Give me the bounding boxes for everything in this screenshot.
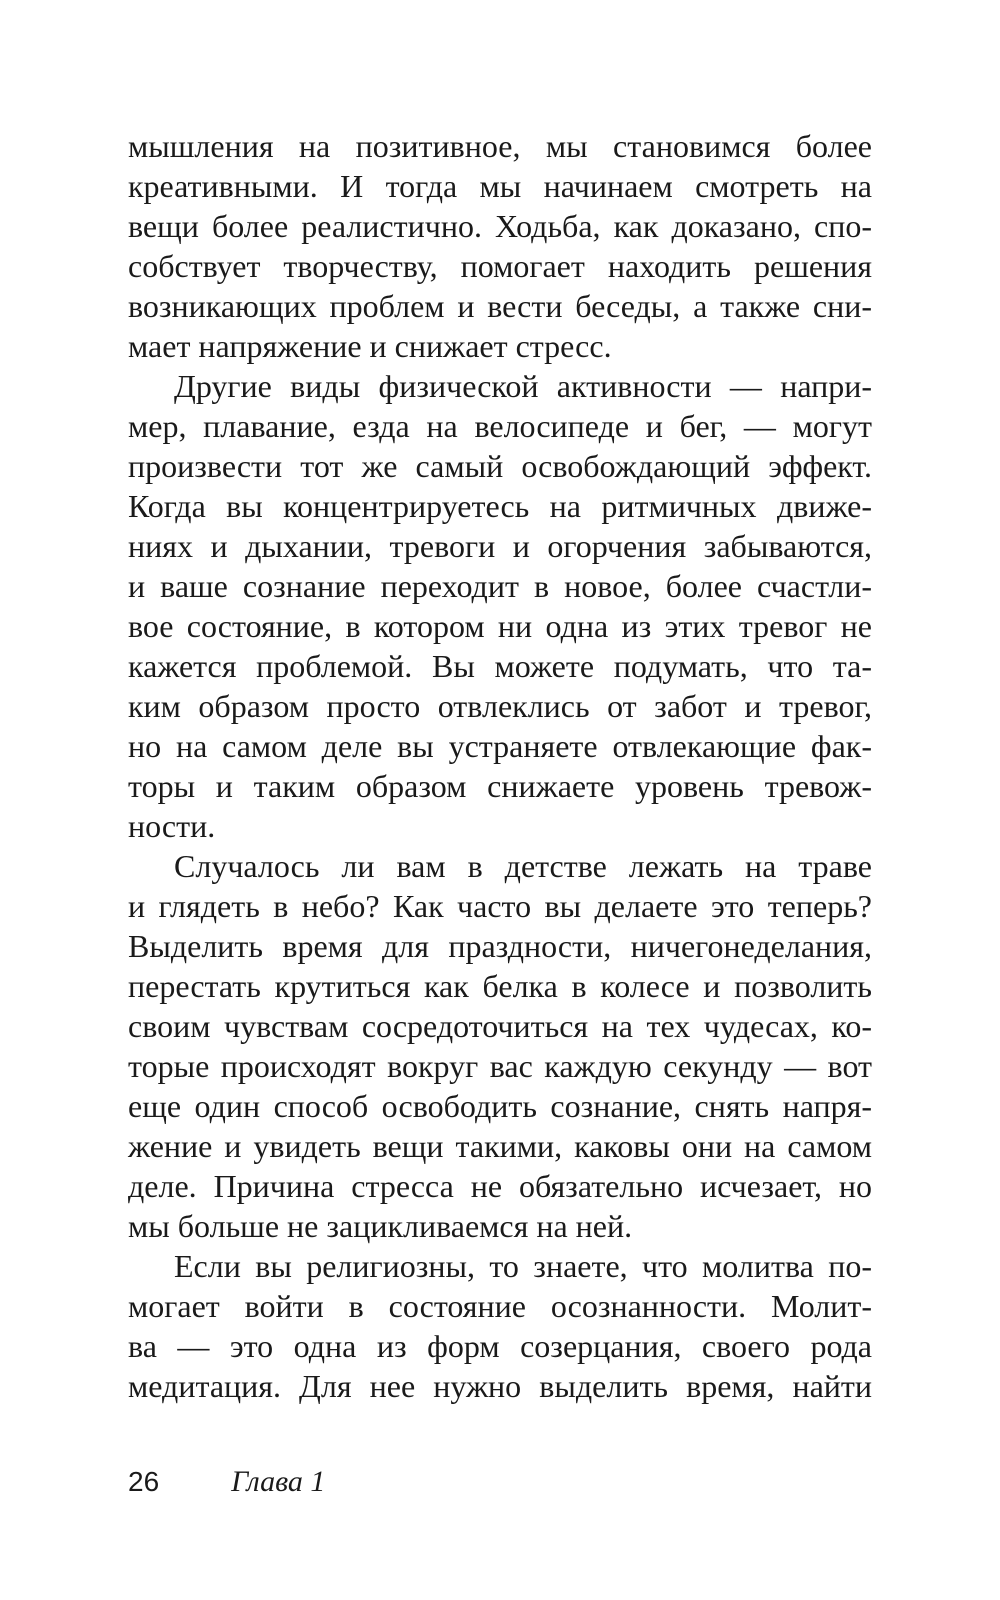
text-line: Другие виды физической активности — напри-	[174, 368, 872, 404]
text-line: торые происходят вокруг вас каждую секунду — вот	[128, 1048, 872, 1084]
text-line: еще один способ освободить сознание, снять напря-	[128, 1088, 872, 1124]
text-line: ким образом просто отвлеклись от забот и тревог,	[128, 688, 872, 724]
text-line: деле. Причина стресса не обязательно исчезает, но	[128, 1168, 872, 1204]
text-line: жение и увидеть вещи такими, каковы они на самом	[128, 1128, 872, 1164]
text-line: мер, плавание, езда на велосипеде и бег, — могут	[128, 408, 872, 444]
text-line: Когда вы концентрируетесь на ритмичных движе-	[128, 488, 872, 524]
text-line: своим чувствам сосредоточиться на тех чудесах, ко-	[128, 1008, 872, 1044]
text-line: кажется проблемой. Вы можете подумать, что та-	[128, 648, 872, 684]
text-line: перестать крутиться как белка в колесе и позволить	[128, 968, 872, 1004]
text-line: мышления на позитивное, мы становимся более	[128, 128, 872, 164]
paragraph-2	[128, 366, 872, 846]
text-line: ности.	[128, 808, 216, 844]
paragraph-3	[128, 846, 872, 1246]
text-line: возникающих проблем и вести беседы, а также сни-	[128, 288, 872, 324]
body-text	[128, 126, 872, 1406]
text-line: вое состояние, в котором ни одна из этих тревог не	[128, 608, 872, 644]
running-head: Глава 1	[231, 1465, 326, 1498]
text-line: медитация. Для нее нужно выделить время, найти	[128, 1368, 872, 1404]
text-line: Случалось ли вам в детстве лежать на траве	[174, 848, 872, 884]
text-line: мы больше не зацикливаемся на ней.	[128, 1208, 633, 1244]
page-number: 26	[128, 1466, 160, 1497]
text-line: могает войти в состояние осознанности. Молит-	[128, 1288, 872, 1324]
text-line: креативными. И тогда мы начинаем смотреть на	[128, 168, 872, 204]
text-line: торы и таким образом снижаете уровень тревож-	[128, 768, 872, 804]
text-line: и ваше сознание переходит в новое, более счастли-	[128, 568, 872, 604]
paragraph-4	[128, 1246, 872, 1406]
text-line: произвести тот же самый освобождающий эффект.	[128, 448, 872, 484]
paragraph-1	[128, 126, 872, 366]
text-line: ниях и дыхании, тревоги и огорчения забываются,	[128, 528, 872, 564]
text-line: Выделить время для праздности, ничегонеделания,	[128, 928, 872, 964]
text-line: вещи более реалистично. Ходьба, как доказано, спо-	[128, 208, 872, 244]
text-line: Если вы религиозны, то знаете, что молитва по-	[174, 1248, 872, 1284]
page-footer	[128, 1462, 325, 1502]
text-line: ва — это одна из форм созерцания, своего рода	[128, 1328, 872, 1364]
text-line: собствует творчеству, помогает находить решения	[128, 248, 872, 284]
text-line: и глядеть в небо? Как часто вы делаете это теперь?	[128, 888, 872, 924]
text-line: но на самом деле вы устраняете отвлекающие фак-	[128, 728, 872, 764]
text-line: мает напряжение и снижает стресс.	[128, 328, 612, 364]
